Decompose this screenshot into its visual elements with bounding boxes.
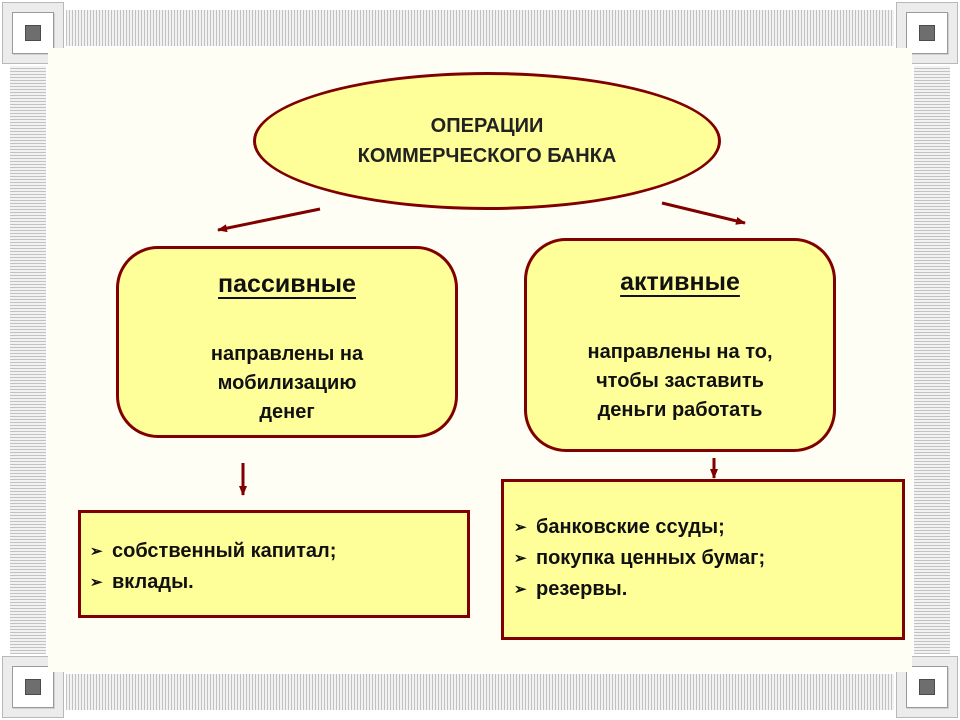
diagram-title	[253, 111, 721, 171]
list-item	[514, 543, 765, 574]
diagram-title-line-1: ОПЕРАЦИИ	[430, 115, 544, 137]
active-item-3: резервы.	[536, 578, 628, 600]
arrowhead-bullet-icon: ➢	[514, 550, 527, 567]
passive-title: пассивные	[218, 270, 356, 298]
arrowhead-bullet-icon: ➢	[514, 519, 527, 536]
passive-item-2: вклады.	[112, 571, 194, 593]
list-item	[514, 574, 765, 605]
active-description-line-3: деньги работать	[597, 399, 763, 421]
active-description	[524, 338, 836, 425]
passive-description-line-3: денег	[259, 401, 315, 423]
active-items-list	[514, 512, 765, 605]
passive-description-line-1: направлены на	[210, 343, 364, 365]
list-item	[90, 567, 336, 598]
diagram-title-line-2: КОММЕРЧЕСКОГО БАНКА	[357, 145, 617, 167]
list-item	[90, 536, 336, 567]
active-description-line-2: чтобы заставить	[596, 370, 764, 392]
arrowhead-bullet-icon: ➢	[514, 581, 527, 598]
arrow-to-active	[662, 203, 745, 223]
passive-item-1: собственный капитал;	[112, 540, 337, 562]
list-item	[514, 512, 765, 543]
active-title: активные	[620, 268, 740, 296]
active-description-line-1: направлены на то,	[587, 341, 773, 363]
arrowhead-bullet-icon: ➢	[90, 543, 103, 560]
arrowhead-bullet-icon: ➢	[90, 574, 103, 591]
passive-description-line-2: мобилизацию	[217, 372, 357, 394]
passive-items-list	[90, 536, 336, 598]
active-item-2: покупка ценных бумаг;	[536, 547, 766, 569]
arrow-to-passive	[218, 209, 320, 230]
passive-description	[116, 340, 458, 427]
active-item-1: банковские ссуды;	[536, 516, 725, 538]
